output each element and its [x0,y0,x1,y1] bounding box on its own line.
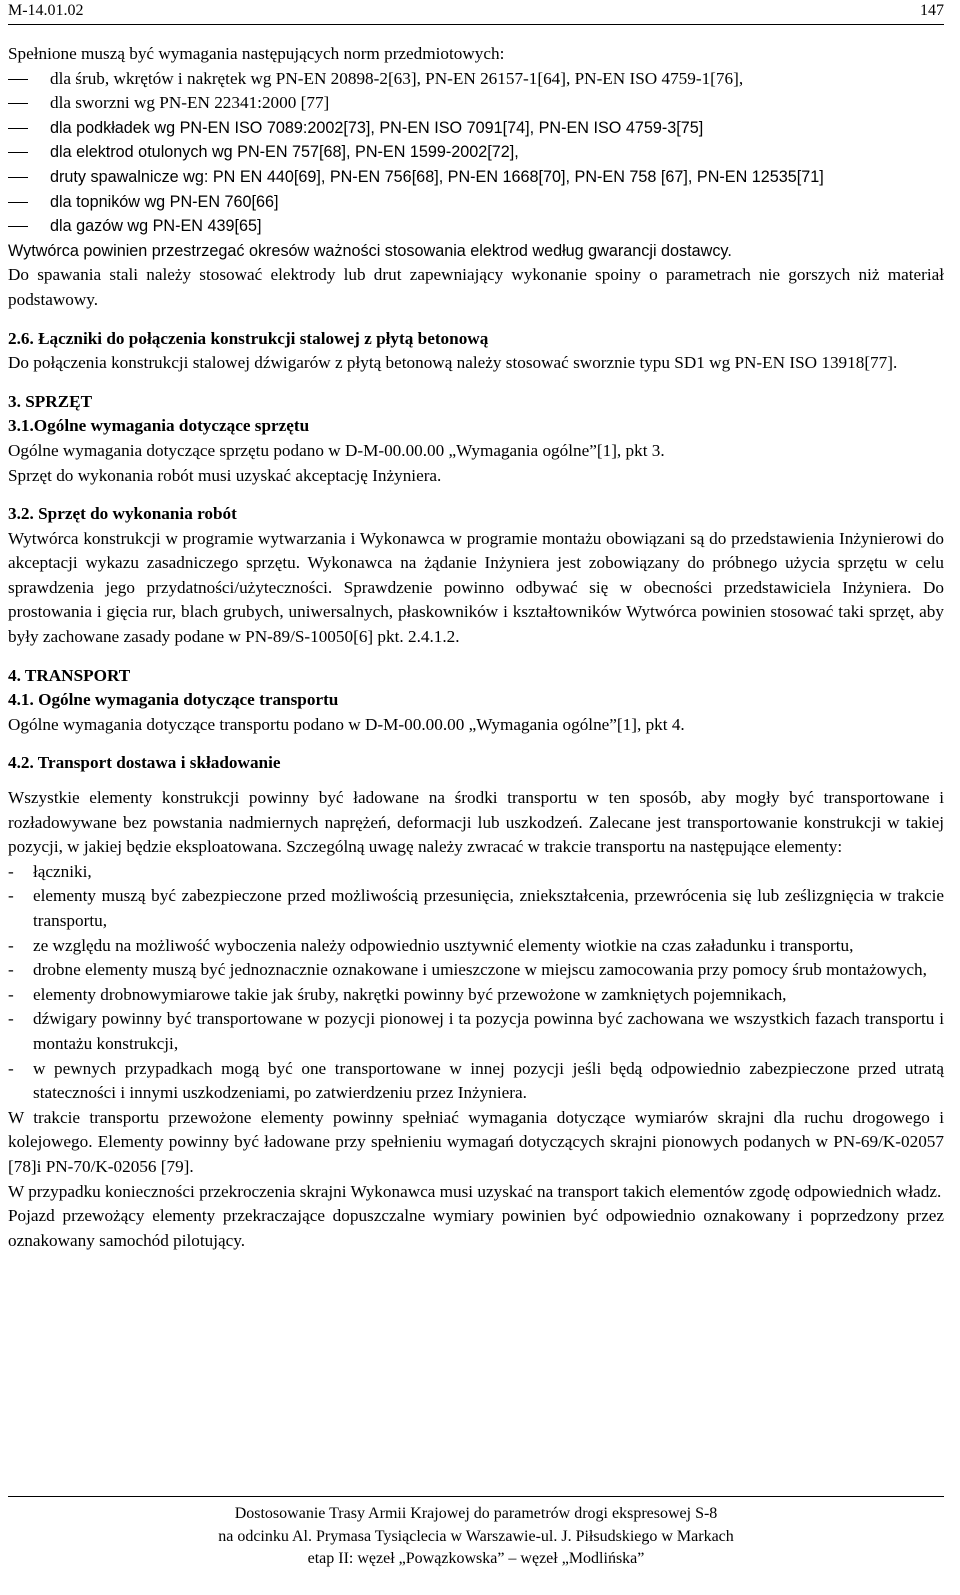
norm-item: dla elektrod otulonych wg PN-EN 757[68], PN-EN 1599-2002[72], [8,140,944,165]
list-marker: - [8,935,14,955]
section-3-2-text: Wytwórca konstrukcji w programie wytwarzania i Wykonawca w programie montażu obowiązani są do przedstawienia Inżynierowi do akceptacji wykazu zasadniczego sprzętu. Wykonawca na żądanie Inżyniera jest zobowiązany do próbnego użycia sprzętu w celu sprawdzenia jego przydatności/użyteczności. Sprawdzenie powinno odbywać się w obecności przedstawiciela Inżyniera. Do prostowania i gięcia rur, blach grubych, uniwersalnych, płaskowników i kształtowników Wytwórca powinien stosować taki sprzęt, aby były zachowane zasady podane w PN-89/S-10050[6] pkt. 2.4.1.2. [8,528,944,647]
list-item [8,860,944,885]
list-marker: - [8,886,14,906]
list-marker: - [8,960,14,980]
norm-item: druty spawalnicze wg: PN EN 440[69], PN-EN 756[68], PN-EN 1668[70], PN-EN 758 [67], PN-EN 12535[71] [8,165,944,190]
list-item-text: elementy drobnowymiarowe takie jak śruby, nakrętki powinny być przewożone w zamkniętych pojemnikach, [33,984,787,1004]
list-item [8,1057,944,1106]
section-4-1-text: Ogólne wymagania dotyczące transportu podano w D-M-00.00.00 „Wymagania ogólne”[1], pkt 4. [8,714,685,734]
electrode-validity-note: Wytwórca powinien przestrzegać okresów ważności stosowania elektrod według gwarancji dostawcy. [8,241,732,260]
list-item-text: ze względu na możliwość wyboczenia należy odpowiednio usztywnić elementy wiotkie na czas załadunku i transportu, [33,935,854,955]
section-2-6-text: Do połączenia konstrukcji stalowej dźwigarów z płytą betonową należy stosować sworznie typu SD1 wg PN-EN ISO 13918[77]. [8,353,898,373]
section-3-2-heading: 3.2. Sprzęt do wykonania robót [8,504,237,524]
footer-line: Dostosowanie Trasy Armii Krajowej do parametrów drogi ekspresowej S-8 [234,1505,718,1522]
norm-item: dla podkładek wg PN-EN ISO 7089:2002[73], PN-EN ISO 7091[74], PN-EN ISO 4759-3[75] [8,116,944,141]
list-item [8,884,944,933]
section-3-1-line: Ogólne wymagania dotyczące sprzętu podano w D-M-00.00.00 „Wymagania ogólne”[1], pkt 3. [8,440,665,460]
transport-paragraph: Pojazd przewożący elementy przekraczające dopuszczalne wymiary powinien być odpowiednio oznakowany i poprzedzony przez oznakowany samochód pilotujący. [8,1206,944,1250]
list-marker: - [8,861,14,881]
footer-line: na odcinku Al. Prymasa Tysiąclecia w Warszawie-ul. J. Piłsudskiego w Markach [218,1527,734,1545]
list-item-text: łączniki, [33,861,92,881]
norm-item: dla śrub, wkrętów i nakrętek wg PN-EN 20898-2[63], PN-EN 26157-1[64], PN-EN ISO 4759-1[76], [8,67,944,92]
norms-intro: Spełnione muszą być wymagania następujących norm przedmiotowych: [8,44,505,63]
section-3-1-heading: 3.1.Ogólne wymagania dotyczące sprzętu [8,416,310,436]
list-item-text: w pewnych przypadkach mogą być one transportowane w innej pozycji jeśli będą odpowiednio zabezpieczone przed utratą stateczności i innymi uszkodzeniami, po zatwierdzeniu przez Inżyniera. [33,1058,944,1103]
section-4-heading: 4. TRANSPORT [8,665,131,685]
list-item-text: dźwigary powinny być transportowane w pozycji pionowej i ta pozycja powinna być zachowana we wszystkich fazach transportu i montażu konstrukcji, [33,1009,944,1053]
norm-item: dla topników wg PN-EN 760[66] [8,190,944,215]
list-marker: - [8,1009,14,1029]
section-4-2-intro: Wszystkie elementy konstrukcji powinny być ładowane na środki transportu w ten sposób, aby mogły być transportowane i rozładowywane bez powstania nadmiernych naprężeń, deformacji lub uszkodzeń. Zalecane jest transportowanie konstrukcji w takiej pozycji, w jakiej będzie eksploatowana. Szczególną uwagę należy zwracać w trakcie transportu na następujące elementy: [8,788,944,857]
section-3-heading: 3. SPRZĘT [8,391,93,411]
footer-line: etap II: węzeł „Powązkowska” – węzeł „Modlińska” [307,1550,645,1567]
list-marker: - [8,1058,14,1078]
transport-paragraph: W trakcie transportu przewożone elementy powinny spełniać wymagania dotyczące wymiarów skrajni dla ruchu drogowego i kolejowego. Elementy powinny być ładowane przy spełnieniu wymagań dotyczących skrajni pionowych podanych w PN-69/K-02057 [78]i PN-70/K-02056 [79]. [8,1107,944,1176]
section-4-1-heading: 4.1. Ogólne wymagania dotyczące transportu [8,690,339,710]
spec-code: M-14.01.02 [8,2,84,19]
list-item-text: elementy muszą być zabezpieczone przed możliwością przesunięcia, zniekształcenia, przewrócenia się lub ześlizgnięcia w trakcie transportu, [33,886,944,930]
list-item [8,958,944,983]
page-footer [8,1496,944,1571]
section-2-6-heading: 2.6. Łączniki do połączenia konstrukcji stalowej z płytą betonową [8,328,489,348]
welding-note: Do spawania stali należy stosować elektrody lub drut zapewniający wykonanie spoiny o parametrach nie gorszych niż materiał podstawowy. [8,265,944,309]
list-item [8,934,944,959]
list-item-text: drobne elementy muszą być jednoznacznie oznakowane i umieszczone w miejscu zamocowania przy pomocy śrub montażowych, [33,960,927,980]
section-3-1-line: Sprzęt do wykonania robót musi uzyskać akceptację Inżyniera. [8,465,442,485]
transport-paragraph: W przypadku konieczności przekroczenia skrajni Wykonawca musi uzyskać na transport takich elementów zgodę odpowiednich władz. [8,1181,942,1201]
list-item [8,983,944,1008]
list-item [8,1007,944,1056]
page-header [8,0,944,25]
list-marker: - [8,984,14,1004]
norm-item: dla gazów wg PN-EN 439[65] [8,214,944,239]
norm-item: dla sworzni wg PN-EN 22341:2000 [77] [8,91,944,116]
page-content [8,42,944,1253]
section-4-2-heading: 4.2. Transport dostawa i składowanie [8,753,281,773]
page-number: 147 [920,2,944,19]
